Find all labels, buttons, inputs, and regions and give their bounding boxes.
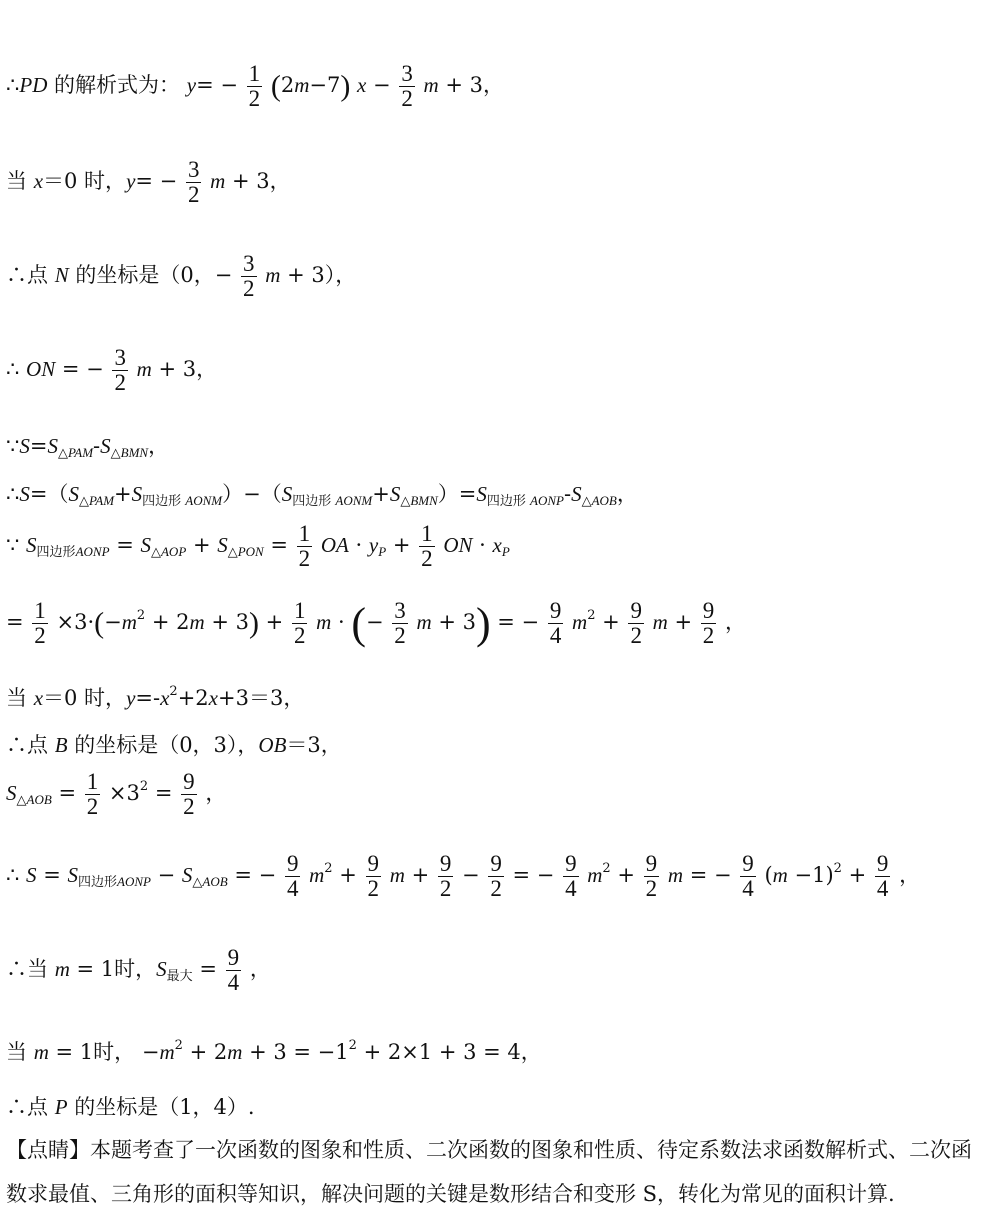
line-area-compute: = $\frac{1}{2}$ $\times 3\cdot(-m^2 + 2m + 3)$ + $\frac{1}{2}$ m · (− $\frac{3}{2}$ m + 3) = − $\frac{9}{4}$ $m^2$ + $\frac{9}{2}$ m + $\frac{9}{2}$ ， — [6, 597, 746, 648]
fraction-half: $\frac{1}{2}$ — [248, 61, 261, 112]
note-paragraph — [6, 1128, 976, 1216]
line-m-one: 当 m = 1时， $-m^2 + 2m + 3 = -1^2 + 2\times 1 + 3 = 4$， — [6, 1038, 542, 1064]
line-area-formula: ∵ $S_{四边形AONP} = S_{\triangle AOP} + S_{\triangle PON}$ = $\frac{1}{2}$ OA · $y_P$ + $\frac{1}{2}$ ON · $x_P$ — [6, 521, 510, 572]
fraction-three-halves: $\frac{3}{2}$ — [114, 345, 126, 396]
line-on: ∴ ON = − $\frac{3}{2}$ m + 3， — [6, 345, 218, 396]
therefore-text: ∴ — [6, 73, 20, 98]
line-point-n: ∴点 N 的坐标是（0，− $\frac{3}{2}$ m + 3）， — [6, 251, 357, 302]
line-max: ∴当 m = 1时，$S_{最大}$ = $\frac{9}{4}$ ， — [6, 945, 271, 996]
line-point-p: ∴点 P 的坐标是（1，4）. — [6, 1095, 255, 1119]
fraction-three-halves: $\frac{3}{2}$ — [187, 157, 200, 208]
fraction-three-halves: $\frac{3}{2}$ — [401, 61, 413, 112]
note-text: 本题考查了一次函数的图象和性质、二次函数的图象和性质、待定系数法求函数解析式、二次函数求最值、三角形的面积等知识，解决问题的关键是数形结合和变形 S，转化为常见的面积计算. — [6, 1138, 972, 1206]
line-s-definition: $\because S=S_{\triangle PAM}-S_{\triangle BMN}$， — [6, 434, 170, 461]
fraction-half: $\frac{1}{2}$ — [421, 521, 433, 572]
fraction-three-halves: $\frac{3}{2}$ — [243, 251, 255, 302]
line-s-final: ∴ $S = S_{四边形AONP} - S_{\triangle AOB}$ = − $\frac{9}{4}$ $m^2$ + $\frac{9}{2}$ m + $\frac{9}{2}$ − $\frac{9}{2}$ = − $\frac{9}{4}$ $m^2$ + $\frac{9}{2}$ m = − $\frac{9}{4}$ $(m -1)^2$ + $\frac{9}{4}$ ， — [6, 851, 921, 902]
line-x-zero: 当 x＝0 时，y= − $\frac{3}{2}$ m + 3， — [6, 157, 291, 208]
line-pd-expression: ∴PD 的解析式为： y= − $\frac{1}{2}$ (2m−7) x − $\frac{3}{2}$ m + 3， — [6, 61, 504, 112]
note-tag: 【点睛】 — [6, 1138, 90, 1162]
line-s-aob: $S_{\triangle AOB}$ = $\frac{1}{2}$ $\times 3^2$ = $\frac{9}{2}$ ， — [6, 769, 227, 820]
line-x-zero-y3: 当 x＝0 时，$y=-x^2+2x+3=3$， — [6, 684, 305, 710]
line-point-b: ∴点 B 的坐标是（0，3），OB＝3， — [6, 733, 342, 757]
line-s-transform: $\therefore S=(S_{\triangle PAM}+S_{四边形}$ $_{AONM})-(S_{四边形}$ $_{AONM}+S_{\triangle BMN})=S_{四边形}$ $_{AONP}-S_{\triangle AOB}$， — [6, 482, 638, 509]
fraction-half: $\frac{1}{2}$ — [298, 521, 311, 572]
